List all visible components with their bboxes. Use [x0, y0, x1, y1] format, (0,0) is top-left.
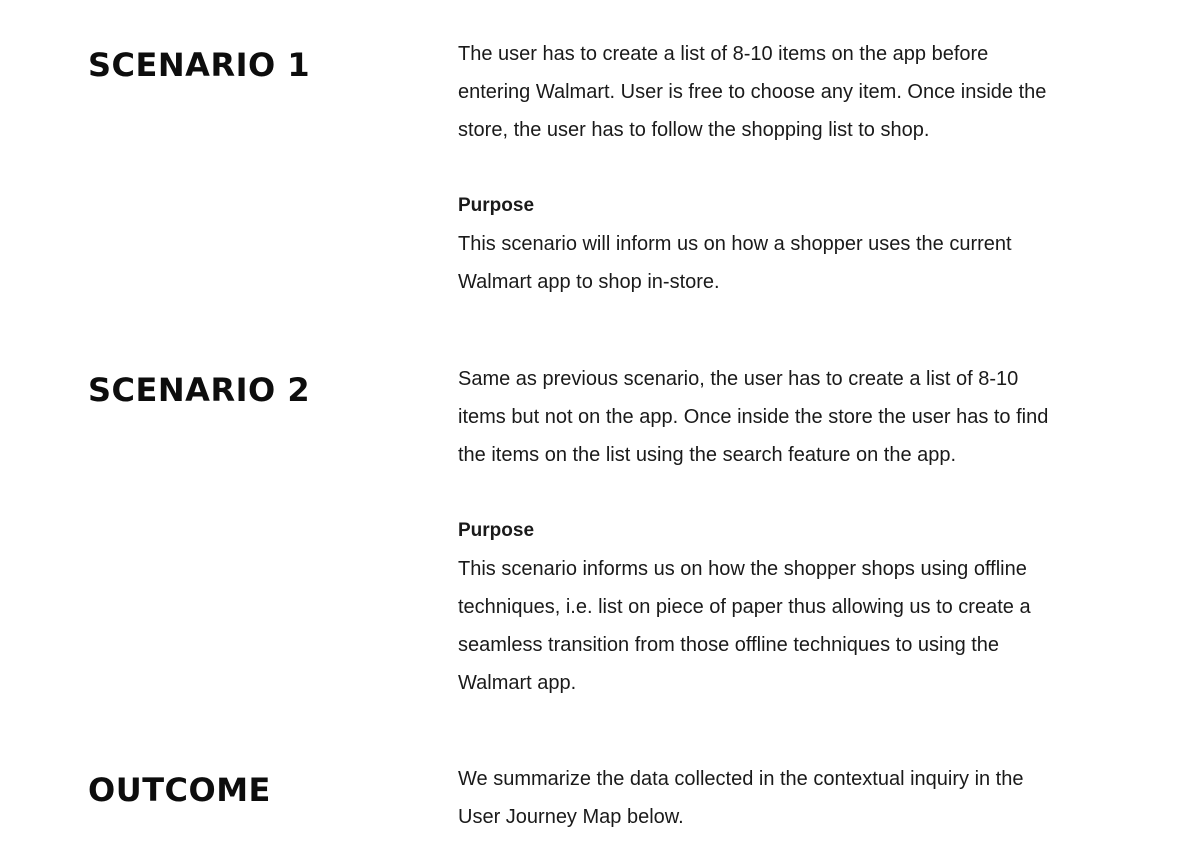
- scenario-2-purpose-line: This scenario informs us on how the shopper shops using offline: [458, 558, 1027, 580]
- outcome-description-line: User Journey Map below.: [458, 806, 684, 828]
- scenario-2-description-line: items but not on the app. Once inside the store the user has to find: [458, 406, 1049, 428]
- scenario-2-heading: SCENARIO 2: [88, 371, 311, 409]
- outcome-body: [458, 760, 1068, 836]
- scenario-1-description-line: entering Walmart. User is free to choose any item. Once inside the: [458, 81, 1047, 103]
- scenario-1-purpose-line: This scenario will inform us on how a shopper uses the current: [458, 233, 1012, 255]
- scenario-2-description-line: the items on the list using the search feature on the app.: [458, 444, 957, 466]
- scenario-1-heading: SCENARIO 1: [88, 46, 311, 84]
- outcome-heading: OUTCOME: [88, 771, 271, 809]
- scenario-2-purpose-line: seamless transition from those offline techniques to using the: [458, 634, 1000, 656]
- scenario-1-description-line: The user has to create a list of 8-10 items on the app before: [458, 43, 989, 65]
- scenario-1-body: [458, 35, 1068, 301]
- scenario-2-body: [458, 360, 1068, 702]
- scenario-2-purpose-line: Walmart app.: [458, 672, 577, 694]
- scenario-2-purpose-label: Purpose: [458, 520, 535, 541]
- scenario-2-description-line: Same as previous scenario, the user has to create a list of 8-10: [458, 368, 1019, 390]
- scenario-1-description-line: store, the user has to follow the shopping list to shop.: [458, 119, 930, 141]
- scenario-1-purpose-label: Purpose: [458, 195, 535, 216]
- outcome-description-line: We summarize the data collected in the contextual inquiry in the: [458, 768, 1024, 790]
- scenario-2-purpose-line: techniques, i.e. list on piece of paper thus allowing us to create a: [458, 596, 1031, 618]
- scenario-1-purpose-line: Walmart app to shop in-store.: [458, 271, 720, 293]
